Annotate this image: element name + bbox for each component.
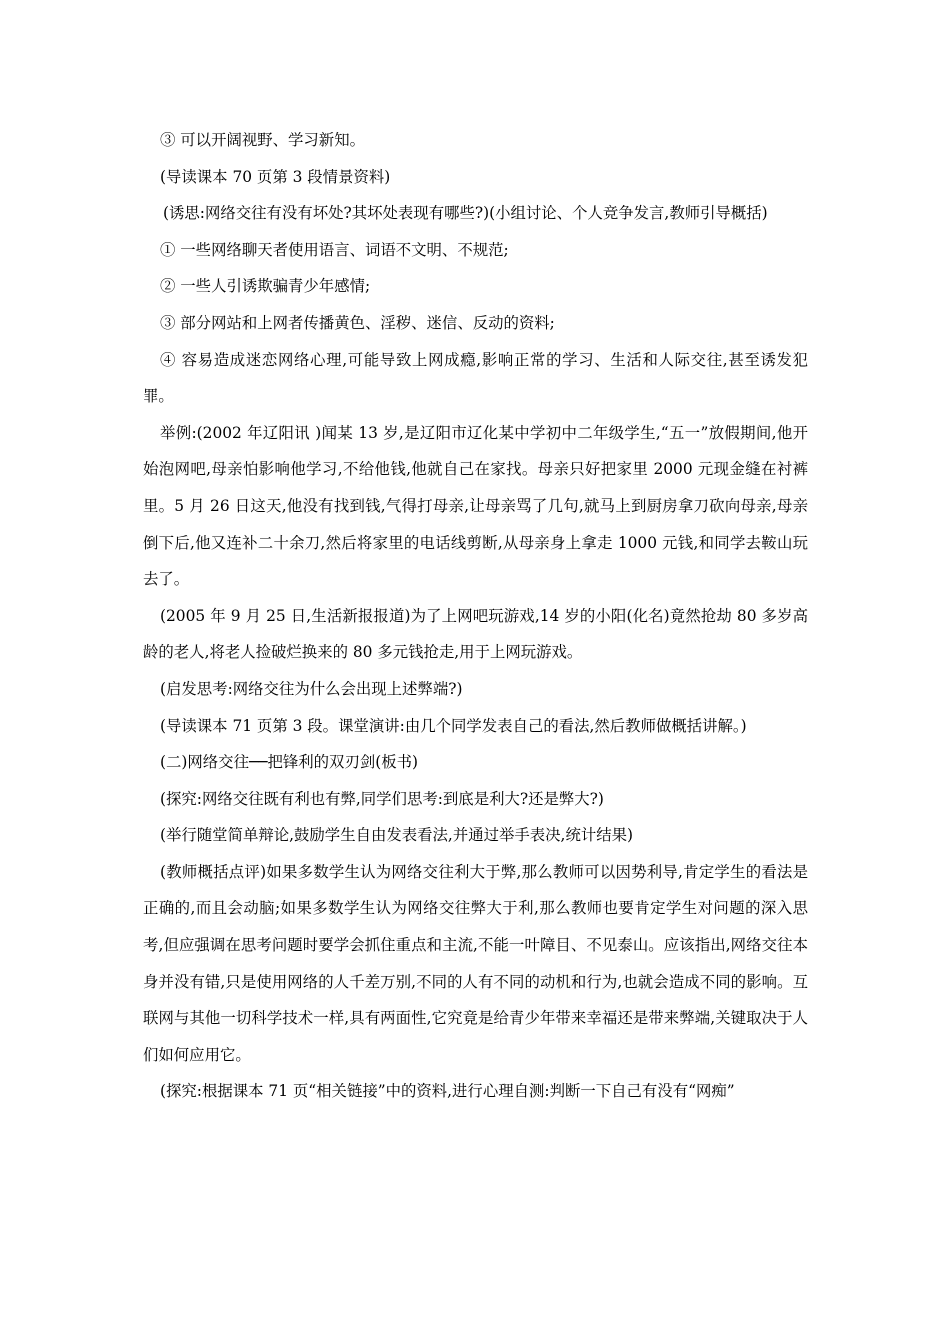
- prompt-why-harms: (启发思考:网络交往为什么会出现上述弊端?): [160, 679, 463, 698]
- debate-instructions: (举行随堂简单辩论,鼓励学生自由发表看法,并通过举手表决,统计结果): [160, 826, 634, 845]
- example-liaoyang-case: 举例:(2002 年辽阳讯 )闻某 13 岁,是辽阳市辽化某中学初中二年级学生,“五一”放假期间,他开始泡网吧,母亲怕影响他学习,不给他钱,他就自己在家找。母亲只好把家里 2000 元现金缝在衬裤里。5 月 26 日这天,他没有找到钱,气得打母亲,让母亲骂了几句,就马上到厨房拿刀砍向母亲,母亲倒下后,他又连补二十余刀,然后将家里的电话线剪断,从母亲身上拿走 1000 元钱,和同学去鞍山玩去了。: [143, 423, 808, 589]
- list-item-addiction: ④ 容易造成迷恋网络心理,可能导致上网成瘾,影响正常的学习、生活和人际交往,甚至诱发犯罪。: [143, 350, 808, 406]
- teacher-summary: (教师概括点评)如果多数学生认为网络交往利大于弊,那么教师可以因势利导,肯定学生的看法是正确的,而且会动脑;如果多数学生认为网络交往弊大于利,那么教师也要肯定学生对问题的深入思考,但应强调在思考问题时要学会抓住重点和主流,不能一叶障目、不见泰山。应该指出,网络交往本身并没有错,只是使用网络的人千差万别,不同的人有不同的动机和行为,也就会造成不同的影响。互联网与其他一切科学技术一样,具有两面性,它究竟是给青少年带来幸福还是带来弊端,关键取决于人们如何应用它。: [143, 862, 808, 1064]
- list-item-open-horizons: ③ 可以开阔视野、学习新知。: [160, 131, 365, 149]
- inquiry-pros-cons: (探究:网络交往既有利也有弊,同学们思考:到底是利大?还是弊大?): [160, 789, 604, 808]
- reading-guide-page-70: (导读课本 70 页第 3 段情景资料): [160, 167, 391, 186]
- list-item-uncivil-language: ① 一些网络聊天者使用语言、词语不文明、不规范;: [160, 240, 509, 259]
- inquiry-self-test: (探究:根据课本 71 页“相关链接”中的资料,进行心理自测:判断一下自己有没有“网痴”: [160, 1082, 735, 1101]
- reading-guide-page-71: (导读课本 71 页第 3 段。课堂演讲:由几个同学发表自己的看法,然后教师做概括讲解。): [160, 716, 747, 735]
- prompt-discuss-harms: (诱思:网络交往有没有坏处?其坏处表现有哪些?)(小组讨论、个人竞争发言,教师引导概括): [163, 204, 768, 223]
- section-heading-double-edged-sword: (二)网络交往──把锋利的双刃剑(板书): [160, 753, 419, 772]
- document-body: [143, 122, 808, 1110]
- list-item-deception: ② 一些人引诱欺骗青少年感情;: [160, 277, 371, 296]
- example-news-report: (2005 年 9 月 25 日,生活新报报道)为了上网吧玩游戏,14 岁的小阳(化名)竟然抢劫 80 多岁高龄的老人,将老人捡破烂换来的 80 多元钱抢走,用于上网玩游戏。: [143, 606, 808, 662]
- list-item-harmful-content: ③ 部分网站和上网者传播黄色、淫秽、迷信、反动的资料;: [160, 313, 555, 332]
